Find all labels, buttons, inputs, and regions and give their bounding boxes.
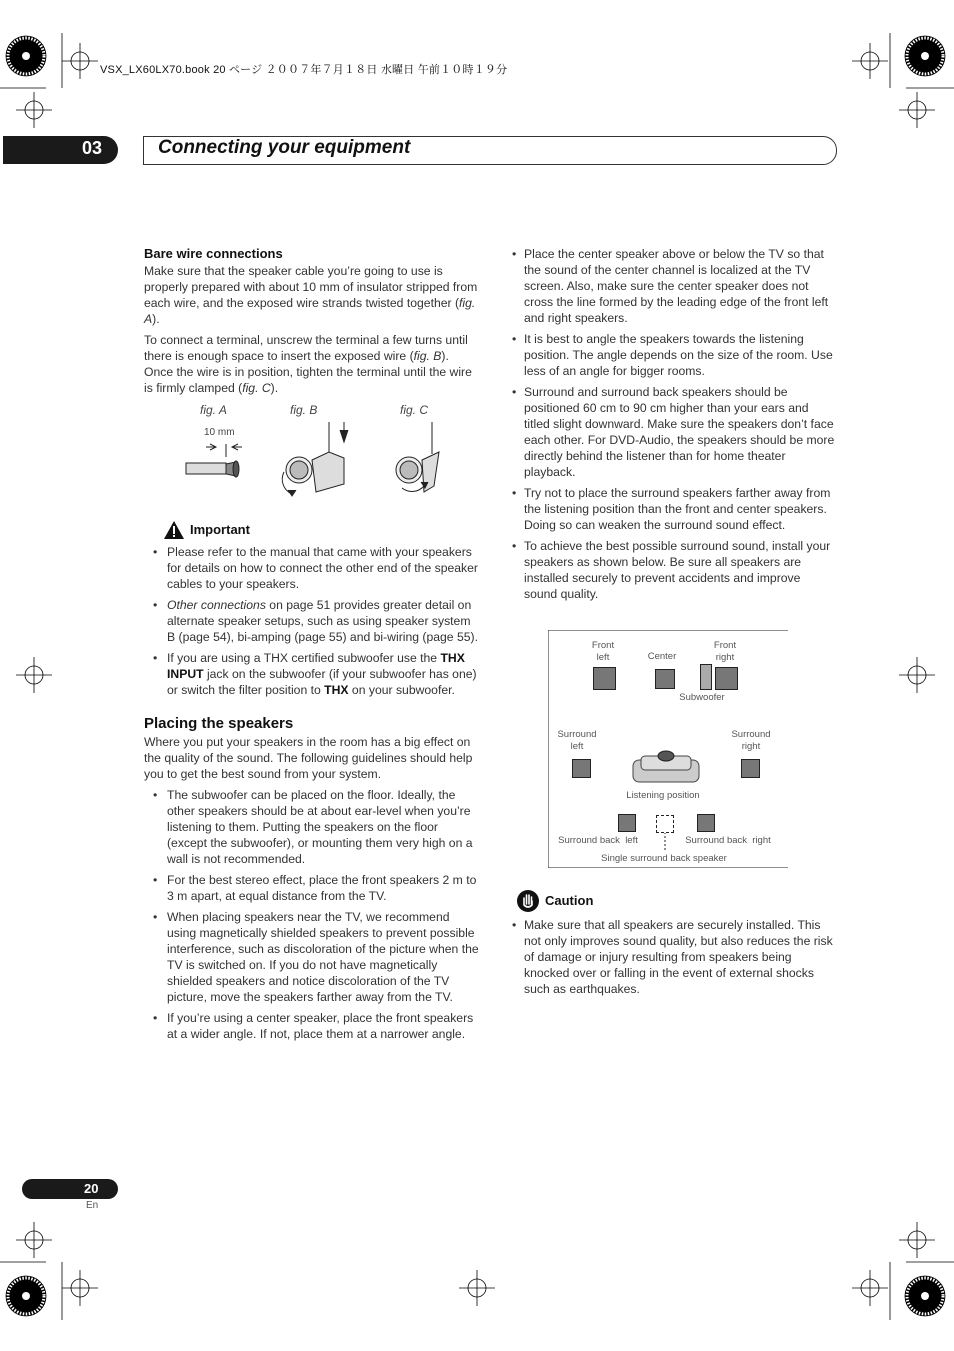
print-info-line: VSX_LX60LX70.book 20 ページ ２００７年７月１８日 水曜日 午前１０時１９分: [100, 64, 508, 76]
subwoofer-label: Subwoofer: [679, 692, 725, 703]
bare-wire-paragraph-2: [144, 332, 480, 396]
warning-icon: [163, 520, 185, 540]
surround-left-speaker: [572, 759, 591, 778]
listening-position-label: Listening position: [626, 790, 700, 801]
surround-right-speaker: [741, 759, 760, 778]
wire-connection-figure: [144, 402, 480, 506]
fig-c-label: fig. C: [400, 403, 429, 417]
caution-block: [512, 889, 836, 1002]
list-item: • For the best stereo effect, place the front speakers 2 m to 3 m apart, at equal distance from the TV.: [144, 872, 480, 904]
text: right: [715, 652, 735, 663]
fig-ref: fig. C: [242, 381, 271, 395]
bold-text: THX: [324, 683, 349, 697]
text: Front: [713, 640, 737, 651]
speaker-placement-diagram: [548, 630, 788, 868]
text: To connect a terminal, unscrew the terminal a few turns until there is enough space to insert the exposed wire (: [144, 333, 468, 363]
list-item: • The subwoofer can be placed on the floor. Ideally, the other speakers should be at about ear-level when you’re listening to them. Putting the speakers on the floor (except the subwoofer), or mounting them very high on a wall is not recommended.: [144, 787, 480, 867]
important-label: Important: [190, 522, 250, 537]
text: ).: [270, 381, 279, 395]
front-right-speaker: [715, 667, 738, 690]
subwoofer-speaker: [700, 664, 712, 690]
page-title: Connecting your equipment: [158, 137, 411, 158]
sunburst-bottom-right-icon: [905, 1276, 945, 1316]
hand-stop-icon: [516, 889, 540, 913]
list-item: [144, 650, 480, 698]
fig-ref: fig. A: [144, 296, 476, 326]
list-item: • Try not to place the surround speakers farther away from the listening position than the front and center speakers. Doing so can weaken the surround sound effect.: [512, 485, 836, 533]
listening-sofa-icon: [631, 750, 701, 784]
text: on your subwoofer.: [348, 683, 455, 697]
text: Surround: [557, 729, 597, 740]
text: jack on the subwoofer (if your subwoofer has one) or switch the filter position to: [167, 667, 477, 697]
wire-figures-icon: [144, 402, 480, 506]
placing-list: [144, 787, 480, 1042]
surround-right-label: [728, 729, 774, 753]
fig-a-measure: 10 mm: [204, 427, 235, 438]
important-callout: [163, 520, 480, 540]
caution-list: [512, 917, 836, 997]
list-item: • Surround and surround back speakers should be positioned 60 cm to 90 cm higher than your ears and titled slight downward. Make sure the speakers don’t face each other. For DVD-Audio, the speakers should be more directly behind the listener than for home theater playback.: [512, 384, 836, 480]
sunburst-top-right-icon: [905, 36, 945, 76]
text: ).: [152, 312, 160, 326]
list-item: [144, 597, 480, 645]
front-left-label: [586, 640, 620, 664]
important-list: [144, 544, 480, 698]
list-item: • It is best to angle the speakers towards the listening position. The angle depends on the size of the room. Use less of an angle for bigger rooms.: [512, 331, 836, 379]
italic-text: Other connections: [167, 598, 266, 612]
text: right: [741, 741, 761, 752]
text: left: [570, 741, 584, 752]
single-surround-back-label: Single surround back speaker: [601, 853, 727, 864]
bold-text: THX INPUT: [167, 651, 465, 681]
page-language: En: [86, 1200, 99, 1211]
text: left: [596, 652, 610, 663]
text: ). Once the wire is in position, tighten the terminal until the wire is firmly clamped (: [144, 349, 472, 395]
surround-left-label: [554, 729, 600, 753]
text: Surround: [731, 729, 771, 740]
center-speaker: [655, 669, 675, 689]
fig-b-label: fig. B: [290, 403, 318, 417]
text: on page 51 provides greater detail on alternate speaker setups, such as using speaker system B (page 54), bi-amping (page 55) and bi-wiring (page 55).: [167, 598, 478, 644]
surround-back-right-label: Surround back right: [685, 835, 771, 846]
front-left-speaker: [593, 667, 616, 690]
left-column: [144, 246, 480, 1047]
fig-a-label: fig. A: [200, 403, 227, 417]
single-surround-back-speaker: [656, 815, 674, 833]
surround-back-right-speaker: [697, 814, 715, 832]
fig-ref: fig. B: [413, 349, 442, 363]
caution-callout: [516, 889, 836, 913]
surround-back-left-speaker: [618, 814, 636, 832]
caution-label: Caution: [545, 893, 594, 908]
list-item: • To achieve the best possible surround sound, install your speakers as shown below. Be sure all speakers are installed securely to prevent accidents and improve sound quality.: [512, 538, 836, 602]
placing-list-continued: [512, 246, 836, 602]
list-item: • When placing speakers near the TV, we recommend using magnetically shielded speakers to prevent possible interference, such as discoloration of the picture when the TV is switched on. If you do not have magnetically shielded speakers and notice discoloration of the TV picture, move the speakers farther away from the TV.: [144, 909, 480, 1005]
sunburst-top-left-icon: [6, 36, 46, 76]
placing-intro: Where you put your speakers in the room has a big effect on the quality of the sound. The following guidelines should help you to get the best sound from your system.: [144, 735, 473, 781]
list-item: • Please refer to the manual that came with your speakers for details on how to connect the other end of the speaker cables to your speakers.: [144, 544, 480, 592]
page-number: 20: [84, 1181, 99, 1196]
list-item: • Place the center speaker above or below the TV so that the sound of the center channel is localized at the TV screen. Also, make sure the center speaker does not cross the line formed by the leading edge of the front left and right speakers.: [512, 246, 836, 326]
chapter-number: 03: [82, 138, 103, 158]
page-number-tab: [22, 1179, 118, 1199]
bare-wire-heading: Bare wire connections: [144, 246, 283, 261]
list-item: • If you’re using a center speaker, place the front speakers at a wider angle. If not, place them at a narrower angle.: [144, 1010, 480, 1042]
front-right-label: [708, 640, 742, 664]
text: Front: [591, 640, 615, 651]
list-item: • Make sure that all speakers are securely installed. This not only improves sound quality, but also reduces the risk of damage or injury resulting from speakers being knocked over or falling in the event of external shocks such as earthquakes.: [512, 917, 836, 997]
placing-heading: Placing the speakers: [144, 715, 294, 732]
surround-back-left-label: Surround back left: [558, 835, 638, 846]
bare-wire-paragraph-1: [144, 263, 480, 327]
text: If you are using a THX certified subwoofer use the: [167, 651, 441, 665]
text: Make sure that the speaker cable you’re going to use is properly prepared with about 10 mm of insulator stripped from each wire, and the exposed wire strands twisted together (: [144, 264, 478, 310]
right-column: [512, 246, 836, 607]
sunburst-bottom-left-icon: [6, 1276, 46, 1316]
center-label: Center: [647, 651, 677, 662]
